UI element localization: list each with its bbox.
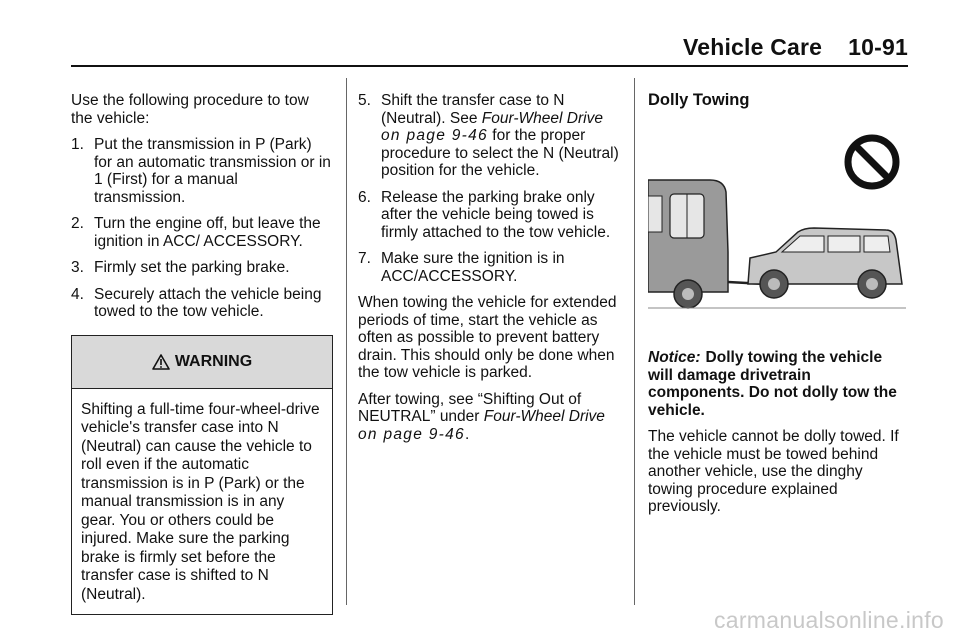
warning-triangle-icon (152, 354, 170, 370)
warning-title: WARNING (174, 352, 253, 370)
column-2 (358, 92, 620, 452)
dolly-towing-prohibited-illustration (648, 132, 906, 328)
page-number: 10-91 (848, 34, 908, 60)
cross-reference-link[interactable]: Four-Wheel Drive on page 9-46 (358, 408, 605, 443)
warning-header (72, 336, 332, 389)
warning-box (71, 335, 333, 616)
step-5: 5. Shift the transfer case to N (Neutral). See Four-Wheel Drive on page 9-46 for the proper procedure to select the N (Neutral) position for the vehicle. (358, 92, 619, 179)
section-title: Vehicle Care (682, 34, 823, 60)
step-7: 7. Make sure the ignition is in ACC/ACCESSORY. (358, 250, 565, 285)
notice-label: Notice: (648, 349, 701, 366)
body-paragraph: After towing, see “Shifting Out of NEUTRAL” under Four-Wheel Drive on page 9-46. (358, 390, 605, 443)
step-1: 1. Put the transmission in P (Park) for an automatic transmission or in 1 (First) for a manual transmission. (71, 136, 331, 206)
step-2: 2. Turn the engine off, but leave the ignition in ACC/ ACCESSORY. (71, 215, 321, 250)
notice-paragraph (648, 349, 910, 419)
page-header (683, 34, 908, 61)
warning-text: Shifting a full-time four-wheel-drive vehicle's transfer case into N (Neutral) can cause the vehicle to roll even if the automatic transmission is in P (Park) or the manual transmission is in any gear. You or others could be injured. Make sure the parking brake is firmly set before the transfer case is shifted to N (Neutral). (81, 400, 320, 603)
column-1 (71, 92, 333, 615)
notice-text: Dolly towing the vehicle will damage drivetrain components. Do not dolly tow the vehicle. (648, 349, 897, 419)
column-3 (648, 92, 910, 525)
watermark: carmanualsonline.info (713, 607, 944, 633)
cross-reference-link[interactable]: Four-Wheel Drive on page 9-46 (381, 109, 603, 144)
column-divider (634, 78, 635, 605)
step-3: 3. Firmly set the parking brake. (71, 259, 290, 276)
header-rule (71, 65, 908, 67)
body-paragraph: The vehicle cannot be dolly towed. If the vehicle must be towed behind another vehicle, use the dinghy towing procedure explained previously. (648, 428, 899, 515)
body-paragraph: When towing the vehicle for extended periods of time, start the vehicle as often as possible to prevent battery drain. This should only be done when the tow vehicle is parked. (358, 294, 617, 381)
intro-paragraph: Use the following procedure to tow the vehicle: (71, 92, 309, 127)
step-4: 4. Securely attach the vehicle being towed to the tow vehicle. (71, 285, 322, 320)
section-heading: Dolly Towing (648, 91, 750, 109)
step-6: 6. Release the parking brake only after the vehicle being towed is firmly attached to the tow vehicle. (358, 188, 611, 241)
column-divider (346, 78, 347, 605)
